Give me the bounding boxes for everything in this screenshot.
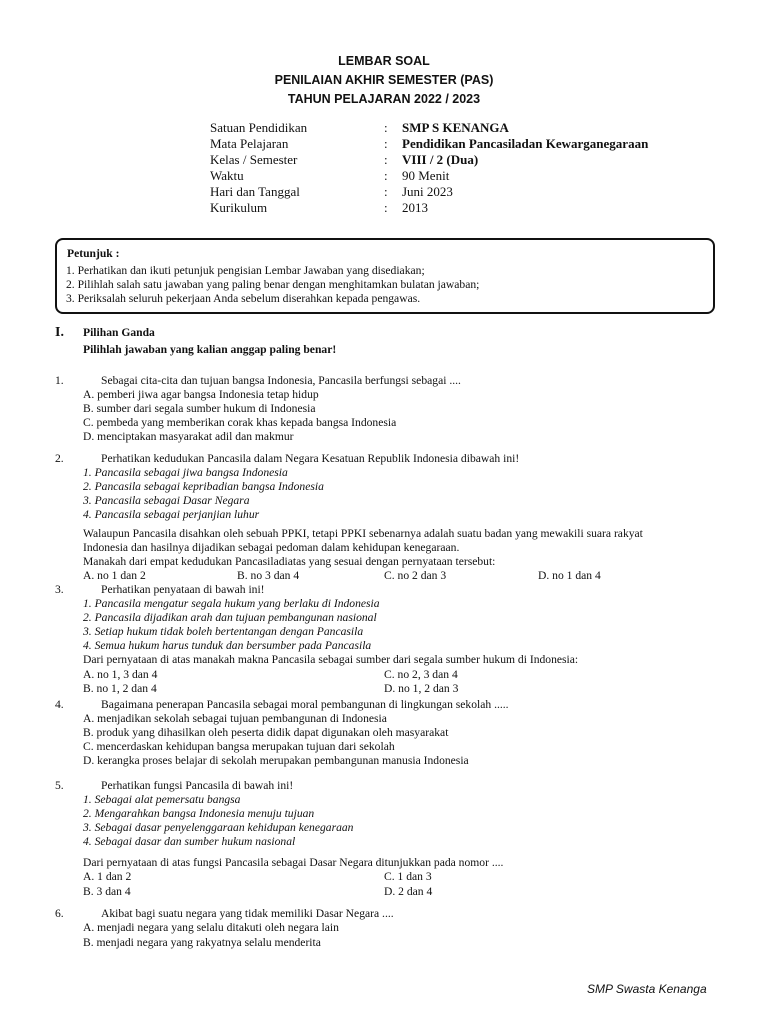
statement-item: 2. Mengarahkan bangsa Indonesia menuju tujuan [83,807,315,820]
statement-item: 4. Pancasila sebagai perjanjian luhur [83,508,260,521]
statement-item: 3. Sebagai dasar penyelenggaraan kehidupan kenegaraan [83,821,354,834]
page-footer: SMP Swasta Kenanga [587,982,707,996]
answer-option: B. menjadi negara yang rakyatnya selalu menderita [83,936,321,949]
meta-label: Waktu [210,168,244,183]
answer-option: C. pembeda yang memberikan corak khas kepada bangsa Indonesia [83,416,397,429]
answer-option: A. no 1, 3 dan 4 [83,668,158,681]
answer-option: B. produk yang dihasilkan oleh peserta didik dapat digunakan oleh masyarakat [83,726,449,739]
meta-value-time: 90 Menit [402,168,450,183]
statement-item: 3. Setiap hukum tidak boleh bertentangan dengan Pancasila [83,625,364,638]
answer-option: A. menjadikan sekolah sebagai tujuan pembangunan di Indonesia [83,712,387,725]
meta-value-school: SMP S KENANGA [402,120,509,135]
question-number: 6. [55,907,64,920]
meta-colon: : [384,120,388,135]
answer-option: A. pemberi jiwa agar bangsa Indonesia tetap hidup [83,388,319,401]
doc-title-line-1: LEMBAR SOAL [338,54,430,68]
answer-option: D. kerangka proses belajar di sekolah merupakan pembangunan manusia Indonesia [83,754,469,767]
section-title: Pilihan Ganda [83,326,155,339]
instruction-item: 1. Perhatikan dan ikuti petunjuk pengisian Lembar Jawaban yang disediakan; [66,264,425,277]
statement-item: 4. Semua hukum harus tunduk dan bersumber pada Pancasila [83,639,372,652]
meta-value-curriculum: 2013 [402,200,428,215]
statement-item: 2. Pancasila sebagai kepribadian bangsa Indonesia [83,480,324,493]
meta-label: Kurikulum [210,200,268,215]
answer-option: C. 1 dan 3 [384,870,432,883]
question-text: Bagaimana penerapan Pancasila sebagai moral pembangunan di lingkungan sekolah ..... [101,698,509,711]
statement-item: 4. Sebagai dasar dan sumber hukum nasional [83,835,296,848]
question-paragraph: Indonesia dan hasilnya dijadikan sebagai pedoman dalam kehidupan kenegaraan. [83,541,460,554]
meta-value-subject: Pendidikan Pancasiladan Kewarganegaraan [402,136,649,151]
question-text: Perhatikan fungsi Pancasila di bawah ini! [101,779,294,792]
answer-option: B. no 3 dan 4 [237,569,300,582]
instruction-item: 3. Periksalah seluruh pekerjaan Anda sebelum diserahkan kepada pengawas. [66,292,421,305]
answer-option: C. no 2 dan 3 [384,569,447,582]
answer-option: C. mencerdaskan kehidupan bangsa merupakan tujuan dari sekolah [83,740,395,753]
section-number: I. [55,325,64,340]
meta-value-class: VIII / 2 (Dua) [402,152,479,167]
question-number: 3. [55,583,64,596]
question-number: 5. [55,779,64,792]
meta-colon: : [384,200,388,215]
statement-item: 2. Pancasila dijadikan arah dan tujuan pembangunan nasional [83,611,377,624]
question-paragraph: Walaupun Pancasila disahkan oleh sebuah PPKI, tetapi PPKI sebenarnya adalah suatu badan yang mewakili suara rakyat [83,527,643,540]
answer-option: C. no 2, 3 dan 4 [384,668,458,681]
answer-option: A. 1 dan 2 [83,870,132,883]
instruction-item: 2. Pilihlah salah satu jawaban yang paling benar dengan menghitamkan bulatan jawaban; [66,278,480,291]
meta-label: Kelas / Semester [210,152,298,167]
answer-option: D. no 1 dan 4 [538,569,601,582]
question-text: Akibat bagi suatu negara yang tidak memiliki Dasar Negara .... [101,907,394,920]
answer-option: A. menjadi negara yang selalu ditakuti oleh negara lain [83,921,339,934]
answer-option: B. sumber dari segala sumber hukum di Indonesia [83,402,316,415]
question-text: Perhatikan kedudukan Pancasila dalam Negara Kesatuan Republik Indonesia dibawah ini! [101,452,520,465]
question-number: 4. [55,698,64,711]
answer-option: D. no 1, 2 dan 3 [384,682,459,695]
question-paragraph: Manakah dari empat kedudukan Pancasiladiatas yang sesuai dengan pernyataan tersebut: [83,555,496,568]
statement-item: 3. Pancasila sebagai Dasar Negara [83,494,250,507]
answer-option: D. 2 dan 4 [384,885,433,898]
question-text: Sebagai cita-cita dan tujuan bangsa Indonesia, Pancasila berfungsi sebagai .... [101,374,461,387]
question-number: 2. [55,452,64,465]
meta-label: Hari dan Tanggal [210,184,300,199]
meta-colon: : [384,184,388,199]
question-paragraph: Dari pernyataan di atas manakah makna Pancasila sebagai sumber dari segala sumber hukum di Indonesia: [83,653,579,666]
statement-item: 1. Pancasila sebagai jiwa bangsa Indonesia [83,466,288,479]
meta-colon: : [384,136,388,151]
section-subtitle: Pilihlah jawaban yang kalian anggap paling benar! [83,343,337,356]
answer-option: B. 3 dan 4 [83,885,131,898]
doc-title-line-3: TAHUN PELAJARAN 2022 / 2023 [287,92,481,106]
question-number: 1. [55,374,64,387]
statement-item: 1. Sebagai alat pemersatu bangsa [83,793,241,806]
meta-colon: : [384,168,388,183]
meta-label: Mata Pelajaran [210,136,289,151]
doc-title-line-2: PENILAIAN AKHIR SEMESTER (PAS) [274,73,494,87]
question-paragraph: Dari pernyataan di atas fungsi Pancasila sebagai Dasar Negara ditunjukkan pada nomor .... [83,856,504,869]
meta-value-date: Juni 2023 [402,184,453,199]
meta-label: Satuan Pendidikan [210,120,308,135]
instructions-title: Petunjuk : [67,247,120,260]
answer-option: D. menciptakan masyarakat adil dan makmur [83,430,294,443]
statement-item: 1. Pancasila mengatur segala hukum yang berlaku di Indonesia [83,597,380,610]
answer-option: B. no 1, 2 dan 4 [83,682,157,695]
meta-colon: : [384,152,388,167]
answer-option: A. no 1 dan 2 [83,569,146,582]
question-text: Perhatikan penyataan di bawah ini! [101,583,265,596]
